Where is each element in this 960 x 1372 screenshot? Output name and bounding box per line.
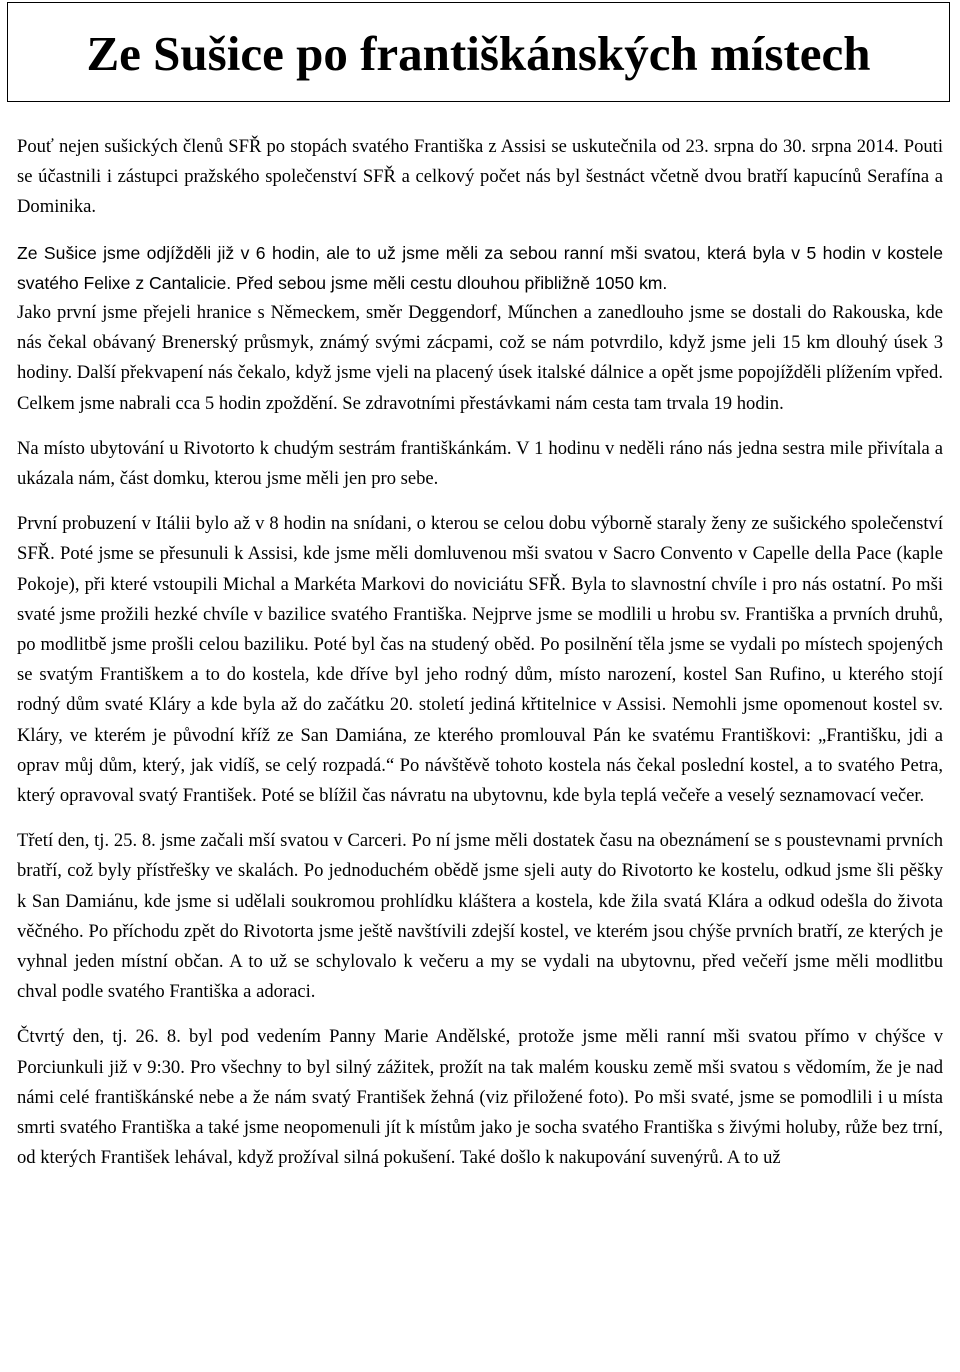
paragraph-intro: Pouť nejen sušických členů SFŘ po stopách svatého Františka z Assisi se uskutečnila od 23. srpna do 30. srpna 2014. Pouti se účastnili i zástupci pražského společenství SFŘ a celkový počet nás byl šestnáct včetně dvou bratří kapucínů Serafína a Dominika. <box>17 136 943 218</box>
paragraph-departure: Ze Sušice jsme odjížděli již v 6 hodin, ale to už jsme měli za sebou ranní mši svatou, která byla v 5 hodin v kostele svatého Felixe z Cantalicie. Před sebou jsme měli cestu dlouhou přibližně 1050 km. <box>17 242 943 293</box>
title-box <box>7 2 950 102</box>
paragraph-arrival: Na místo ubytování u Rivotorto k chudým sestrám františkánkám. V 1 hodinu v neděli ráno nás jedna sestra mile přivítala a ukázala nám, část domku, kterou jsme měli jen pro sebe. <box>17 437 943 490</box>
paragraph-journey: Jako první jsme přejeli hranice s Německem, směr Deggendorf, Műnchen a zanedlouho jsme se dostali do Rakouska, kde nás čekal obávaný Brenerský průsmyk, známý svými zácpami, což se nám potvrdilo, když jsme jeli 15 km dlouhý úsek 3 hodiny. Další překvapení nás čekalo, když jsme vjeli na placený úsek italské dálnice a opět jsme popojížděli plížením vpřed. Celkem jsme nabrali cca 5 hodin zpoždění. Se zdravotními přestávkami nám cesta tam trvala 19 hodin. <box>17 302 943 414</box>
paragraph-fourth-day: Čtvrtý den, tj. 26. 8. byl pod vedením Panny Marie Andělské, protože jsme měli ranní mši svatou přímo v chýšce v Porciunkuli již v 9:30. Pro všechny to byl silný zážitek, prožít na tak malém kousku země mši svatou s vědomím, že je nad námi celé františkánské nebe a že nám svatý František žehná (viz přiložené foto). Po mši svaté, jsme se pomodlili i u místa smrti svatého Františka a také jsme neopomenuli jít k místům jako je socha svatého Františka s živými holuby, růže bez trní, od kterých František lehával, když prožíval silná pokušení. Také došlo k nakupování suvenýrů. A to už <box>17 1026 943 1169</box>
paragraph-third-day: Třetí den, tj. 25. 8. jsme začali mší svatou v Carceri. Po ní jsme měli dostatek času na obeznámení se s poustevnami prvních bratří, což byly přístřešky ve skalách. Po jednoduchém obědě jsme sjeli auty do Rivotorto ke kostelu, odkud jsme šli pěšky k San Damiánu, kde jsme si udělali soukromou prohlídku kláštera a kostela, kde žila svatá Klára a odkud odešla do života věčného. Po příchodu zpět do Rivotorta jsme ještě navštívili zdejší kostel, ve kterém jsou chýše prvních bratří, ze kterých je vyhnal jeden místní občan. A to už se schylovalo k večeru a my se vydali na ubytovnu, před večeří jsme měli modlitbu chval podle svatého Františka a adoraci. <box>17 830 943 1003</box>
article-body <box>17 132 943 1174</box>
paragraph-first-day: První probuzení v Itálii bylo až v 8 hodin na snídani, o kterou se celou dobu výborně staraly ženy ze sušického společenství SFŘ. Poté jsme se přesunuli k Assisi, kde jsme měli domluvenou mši svatou v Sacro Convento v Capelle della Pace (kaple Pokoje), při které vstoupili Michal a Markéta Markovi do noviciátu SFŘ. Byla to slavnostní chvíle i pro nás ostatní. Po mši svaté jsme prožili hezké chvíle v bazilice svatého Františka. Nejprve jsme se modlili u hrobu sv. Františka a prvních druhů, po modlitbě jsme prošli celou baziliku. Poté byl čas na studený oběd. Po posilnění těla jsme se vydali po místech spojených se svatým Františkem a to do kostela, kde dříve byl jeho rodný dům, místo narození, kostel San Rufino, u kterého stojí rodný dům svaté Kláry a kde byla až do začátku 20. století jediná křtitelnice v Assisi. Nemohli jsme opomenout kostel sv. Kláry, ve kterém je původní kříž ze San Damiána, ze kterého promlouval Pán ke svatému Františkovi: „Františku, jdi a oprav můj dům, který, jak vidíš, se celý rozpadá.“ Po návštěvě tohoto kostela nás čekal poslední kostel, a to svatého Petra, který opravoval svatý František. Poté se blížil čas návratu na ubytovnu, kde byla teplá večeře a veselý seznamovací večer. <box>17 513 943 807</box>
article-title: Ze Sušice po františkánských místech <box>86 25 871 81</box>
